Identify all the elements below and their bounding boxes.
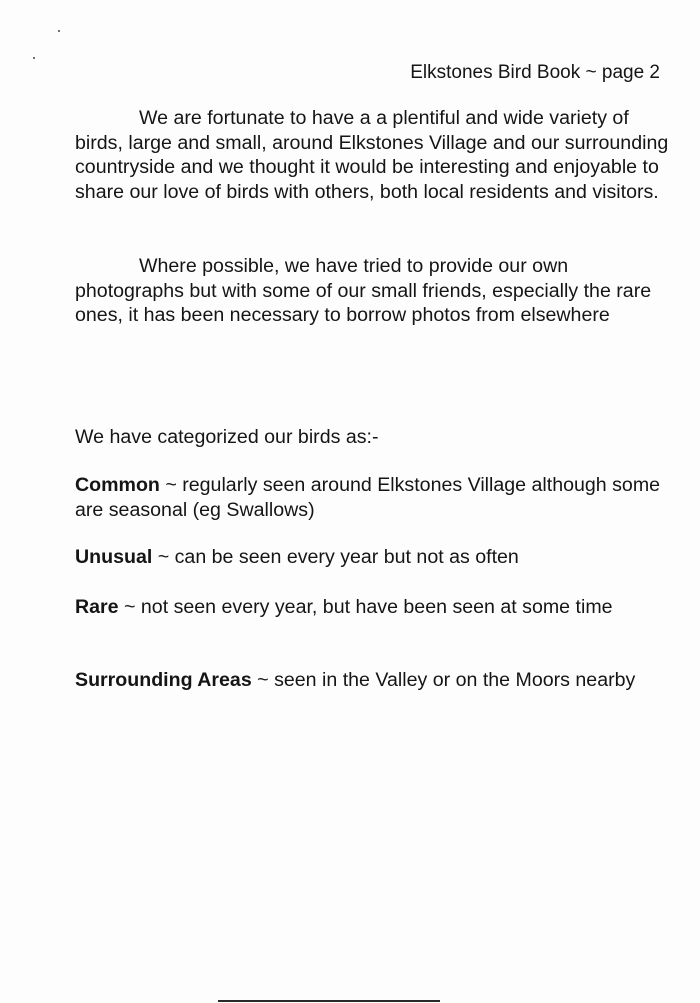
category-term: Rare xyxy=(75,596,119,618)
category-common xyxy=(75,473,670,522)
category-surrounding-areas xyxy=(75,668,670,693)
category-description: ~ can be seen every year but not as often xyxy=(152,546,519,568)
scan-speck xyxy=(33,57,35,59)
scan-speck xyxy=(58,30,60,32)
category-term: Surrounding Areas xyxy=(75,669,252,691)
photos-paragraph: Where possible, we have tried to provide our own photographs but with some of our small friends, especially the rare ones, it has been necessary to borrow photos from elsewhere xyxy=(75,255,652,327)
bottom-rule xyxy=(218,1000,440,1002)
categories-intro: We have categorized our birds as:- xyxy=(75,426,379,448)
page-header: Elkstones Bird Book ~ page 2 xyxy=(410,62,660,83)
category-unusual xyxy=(75,545,670,570)
intro-paragraph: We are fortunate to have a a plentiful and wide variety of birds, large and small, around Elkstones Village and our surrounding countryside and we thought it would be interesting and enjoyable to share our love of birds with others, both local residents and visitors. xyxy=(75,107,669,203)
category-description: ~ not seen every year, but have been seen at some time xyxy=(118,596,613,618)
category-rare xyxy=(75,595,670,620)
category-description: ~ regularly seen around Elkstones Village although some are seasonal (eg Swallows) xyxy=(75,474,661,521)
category-description: ~ seen in the Valley or on the Moors nearby xyxy=(251,669,636,691)
category-term: Common xyxy=(75,474,160,496)
category-term: Unusual xyxy=(75,546,153,568)
